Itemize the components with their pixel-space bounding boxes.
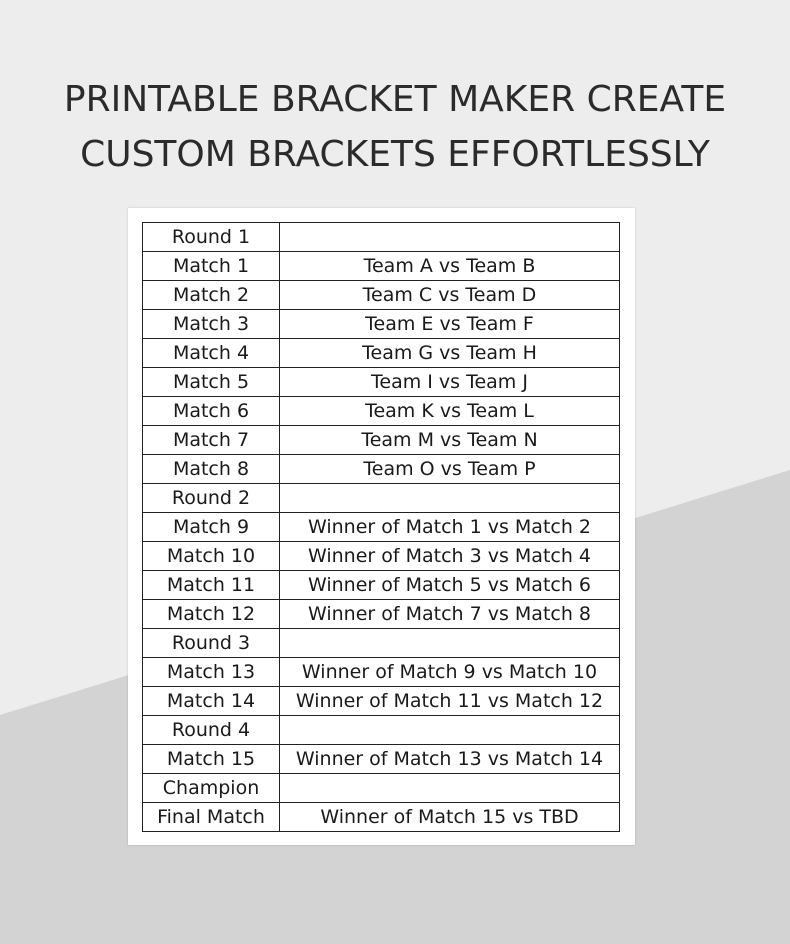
row-value: Team M vs Team N: [280, 426, 620, 455]
row-value: [280, 223, 620, 252]
table-row: [143, 368, 620, 397]
table-row: [143, 484, 620, 513]
row-value: Team E vs Team F: [280, 310, 620, 339]
table-row: [143, 426, 620, 455]
row-label: Match 11: [143, 571, 280, 600]
row-label: Match 13: [143, 658, 280, 687]
row-label: Round 2: [143, 484, 280, 513]
row-value: Winner of Match 15 vs TBD: [280, 803, 620, 832]
row-label: Round 4: [143, 716, 280, 745]
table-row: [143, 397, 620, 426]
row-value: [280, 484, 620, 513]
table-row: [143, 513, 620, 542]
row-value: Team C vs Team D: [280, 281, 620, 310]
row-label: Round 1: [143, 223, 280, 252]
table-row: [143, 629, 620, 658]
row-value: Team G vs Team H: [280, 339, 620, 368]
row-value: Winner of Match 1 vs Match 2: [280, 513, 620, 542]
row-value: Winner of Match 9 vs Match 10: [280, 658, 620, 687]
table-row: [143, 600, 620, 629]
row-label: Final Match: [143, 803, 280, 832]
row-value: Winner of Match 5 vs Match 6: [280, 571, 620, 600]
row-value: Winner of Match 7 vs Match 8: [280, 600, 620, 629]
row-value: Team K vs Team L: [280, 397, 620, 426]
row-label: Match 6: [143, 397, 280, 426]
row-label: Match 10: [143, 542, 280, 571]
title-line-1: PRINTABLE BRACKET MAKER CREATE: [63, 79, 727, 120]
row-label: Match 15: [143, 745, 280, 774]
row-label: Match 2: [143, 281, 280, 310]
table-row: [143, 571, 620, 600]
row-label: Match 1: [143, 252, 280, 281]
row-value: Team I vs Team J: [280, 368, 620, 397]
bracket-table: [142, 222, 620, 832]
row-value: Winner of Match 11 vs Match 12: [280, 687, 620, 716]
row-label: Match 4: [143, 339, 280, 368]
row-value: [280, 774, 620, 803]
row-label: Champion: [143, 774, 280, 803]
row-label: Round 3: [143, 629, 280, 658]
table-row: [143, 310, 620, 339]
table-row: [143, 223, 620, 252]
table-row: [143, 455, 620, 484]
row-label: Match 9: [143, 513, 280, 542]
row-value: [280, 629, 620, 658]
page-title: [0, 72, 790, 182]
row-label: Match 14: [143, 687, 280, 716]
bracket-sheet: [128, 208, 635, 845]
table-row: [143, 658, 620, 687]
row-value: Winner of Match 3 vs Match 4: [280, 542, 620, 571]
table-row: [143, 803, 620, 832]
table-row: [143, 281, 620, 310]
table-row: [143, 687, 620, 716]
row-value: Winner of Match 13 vs Match 14: [280, 745, 620, 774]
table-row: [143, 252, 620, 281]
table-row: [143, 339, 620, 368]
row-label: Match 3: [143, 310, 280, 339]
table-row: [143, 542, 620, 571]
table-row: [143, 745, 620, 774]
row-value: [280, 716, 620, 745]
table-row: [143, 774, 620, 803]
table-row: [143, 716, 620, 745]
row-label: Match 5: [143, 368, 280, 397]
title-line-2: CUSTOM BRACKETS EFFORTLESSLY: [80, 134, 710, 175]
row-label: Match 8: [143, 455, 280, 484]
row-value: Team O vs Team P: [280, 455, 620, 484]
row-label: Match 12: [143, 600, 280, 629]
row-label: Match 7: [143, 426, 280, 455]
row-value: Team A vs Team B: [280, 252, 620, 281]
